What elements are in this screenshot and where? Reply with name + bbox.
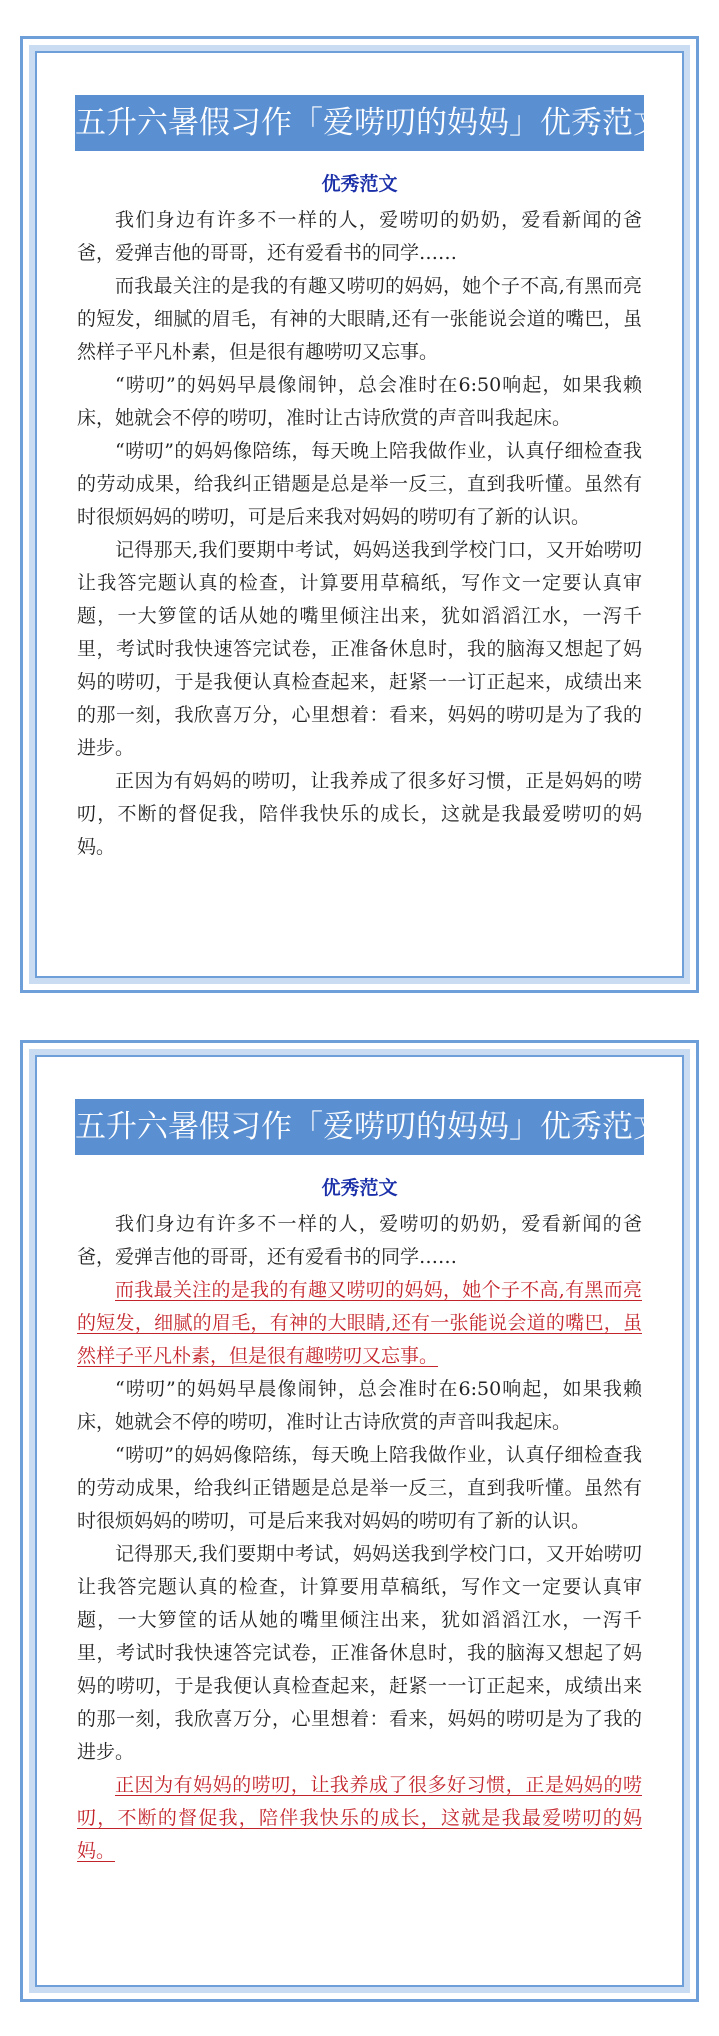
paragraph-2: 而我最关注的是我的有趣又唠叨的妈妈，她个子不高,有黑而亮的短发，细腻的眉毛，有神的大眼睛,还有一张能说会道的嘴巴，虽然样子平凡朴素，但是很有趣唠叨又忘事。 (77, 275, 642, 363)
essay-card-2 (20, 1040, 699, 2002)
essay-subtitle: 优秀范文 (321, 173, 398, 195)
paragraph-4: “唠叨”的妈妈像陪练，每天晚上陪我做作业，认真仔细检查我的劳动成果，给我纠正错题是总是举一反三，直到我听懂。虽然有时很烦妈妈的唠叨，可是后来我对妈妈的唠叨有了新的认识。 (77, 440, 642, 528)
card-content (35, 1055, 684, 1987)
essay-subtitle: 优秀范文 (321, 1177, 398, 1199)
paragraph-6-highlighted: 正因为有妈妈的唠叨，让我养成了很多好习惯，正是妈妈的唠叨，不断的督促我，陪伴我快乐的成长，这就是我最爱唠叨的妈妈。 (77, 1774, 642, 1862)
paragraph-1: 我们身边有许多不一样的人，爱唠叨的奶奶，爱看新闻的爸爸，爱弹吉他的哥哥，还有爱看书的同学…… (77, 1213, 642, 1268)
paragraph-4: “唠叨”的妈妈像陪练，每天晚上陪我做作业，认真仔细检查我的劳动成果，给我纠正错题是总是举一反三，直到我听懂。虽然有时很烦妈妈的唠叨，可是后来我对妈妈的唠叨有了新的认识。 (77, 1444, 642, 1532)
card-content (35, 51, 684, 978)
card-frame (29, 45, 690, 984)
paragraph-3: “唠叨”的妈妈早晨像闹钟，总会准时在6:50响起，如果我赖床，她就会不停的唠叨，准时让古诗欣赏的声音叫我起床。 (77, 1378, 642, 1433)
paragraph-3: “唠叨”的妈妈早晨像闹钟，总会准时在6:50响起，如果我赖床，她就会不停的唠叨，准时让古诗欣赏的声音叫我起床。 (77, 374, 642, 429)
paragraph-2-highlighted: 而我最关注的是我的有趣又唠叨的妈妈，她个子不高,有黑而亮的短发，细腻的眉毛，有神的大眼睛,还有一张能说会道的嘴巴，虽然样子平凡朴素，但是很有趣唠叨又忘事。 (77, 1279, 642, 1367)
essay-title: 五升六暑假习作「爱唠叨的妈妈」优秀范文 (75, 1099, 644, 1155)
essay-title: 五升六暑假习作「爱唠叨的妈妈」优秀范文 (75, 95, 644, 151)
paragraph-5: 记得那天,我们要期中考试，妈妈送我到学校门口，又开始唠叨让我答完题认真的检查，计算要用草稿纸，写作文一定要认真审题，一大箩筐的话从她的嘴里倾注出来，犹如滔滔江水，一泻千里，考试时我快速答完试卷，正准备休息时，我的脑海又想起了妈妈的唠叨，于是我便认真检查起来，赶紧一一订正起来，成绩出来的那一刻，我欣喜万分，心里想着：看来，妈妈的唠叨是为了我的进步。 (77, 1543, 642, 1763)
paragraph-1: 我们身边有许多不一样的人，爱唠叨的奶奶，爱看新闻的爸爸，爱弹吉他的哥哥，还有爱看书的同学…… (77, 209, 642, 264)
paragraph-5: 记得那天,我们要期中考试，妈妈送我到学校门口，又开始唠叨让我答完题认真的检查，计算要用草稿纸，写作文一定要认真审题，一大箩筐的话从她的嘴里倾注出来，犹如滔滔江水，一泻千里，考试时我快速答完试卷，正准备休息时，我的脑海又想起了妈妈的唠叨，于是我便认真检查起来，赶紧一一订正起来，成绩出来的那一刻，我欣喜万分，心里想着：看来，妈妈的唠叨是为了我的进步。 (77, 539, 642, 759)
essay-card-1 (20, 36, 699, 993)
paragraph-6: 正因为有妈妈的唠叨，让我养成了很多好习惯，正是妈妈的唠叨，不断的督促我，陪伴我快乐的成长，这就是我最爱唠叨的妈妈。 (77, 770, 642, 858)
card-frame (29, 1049, 690, 1993)
